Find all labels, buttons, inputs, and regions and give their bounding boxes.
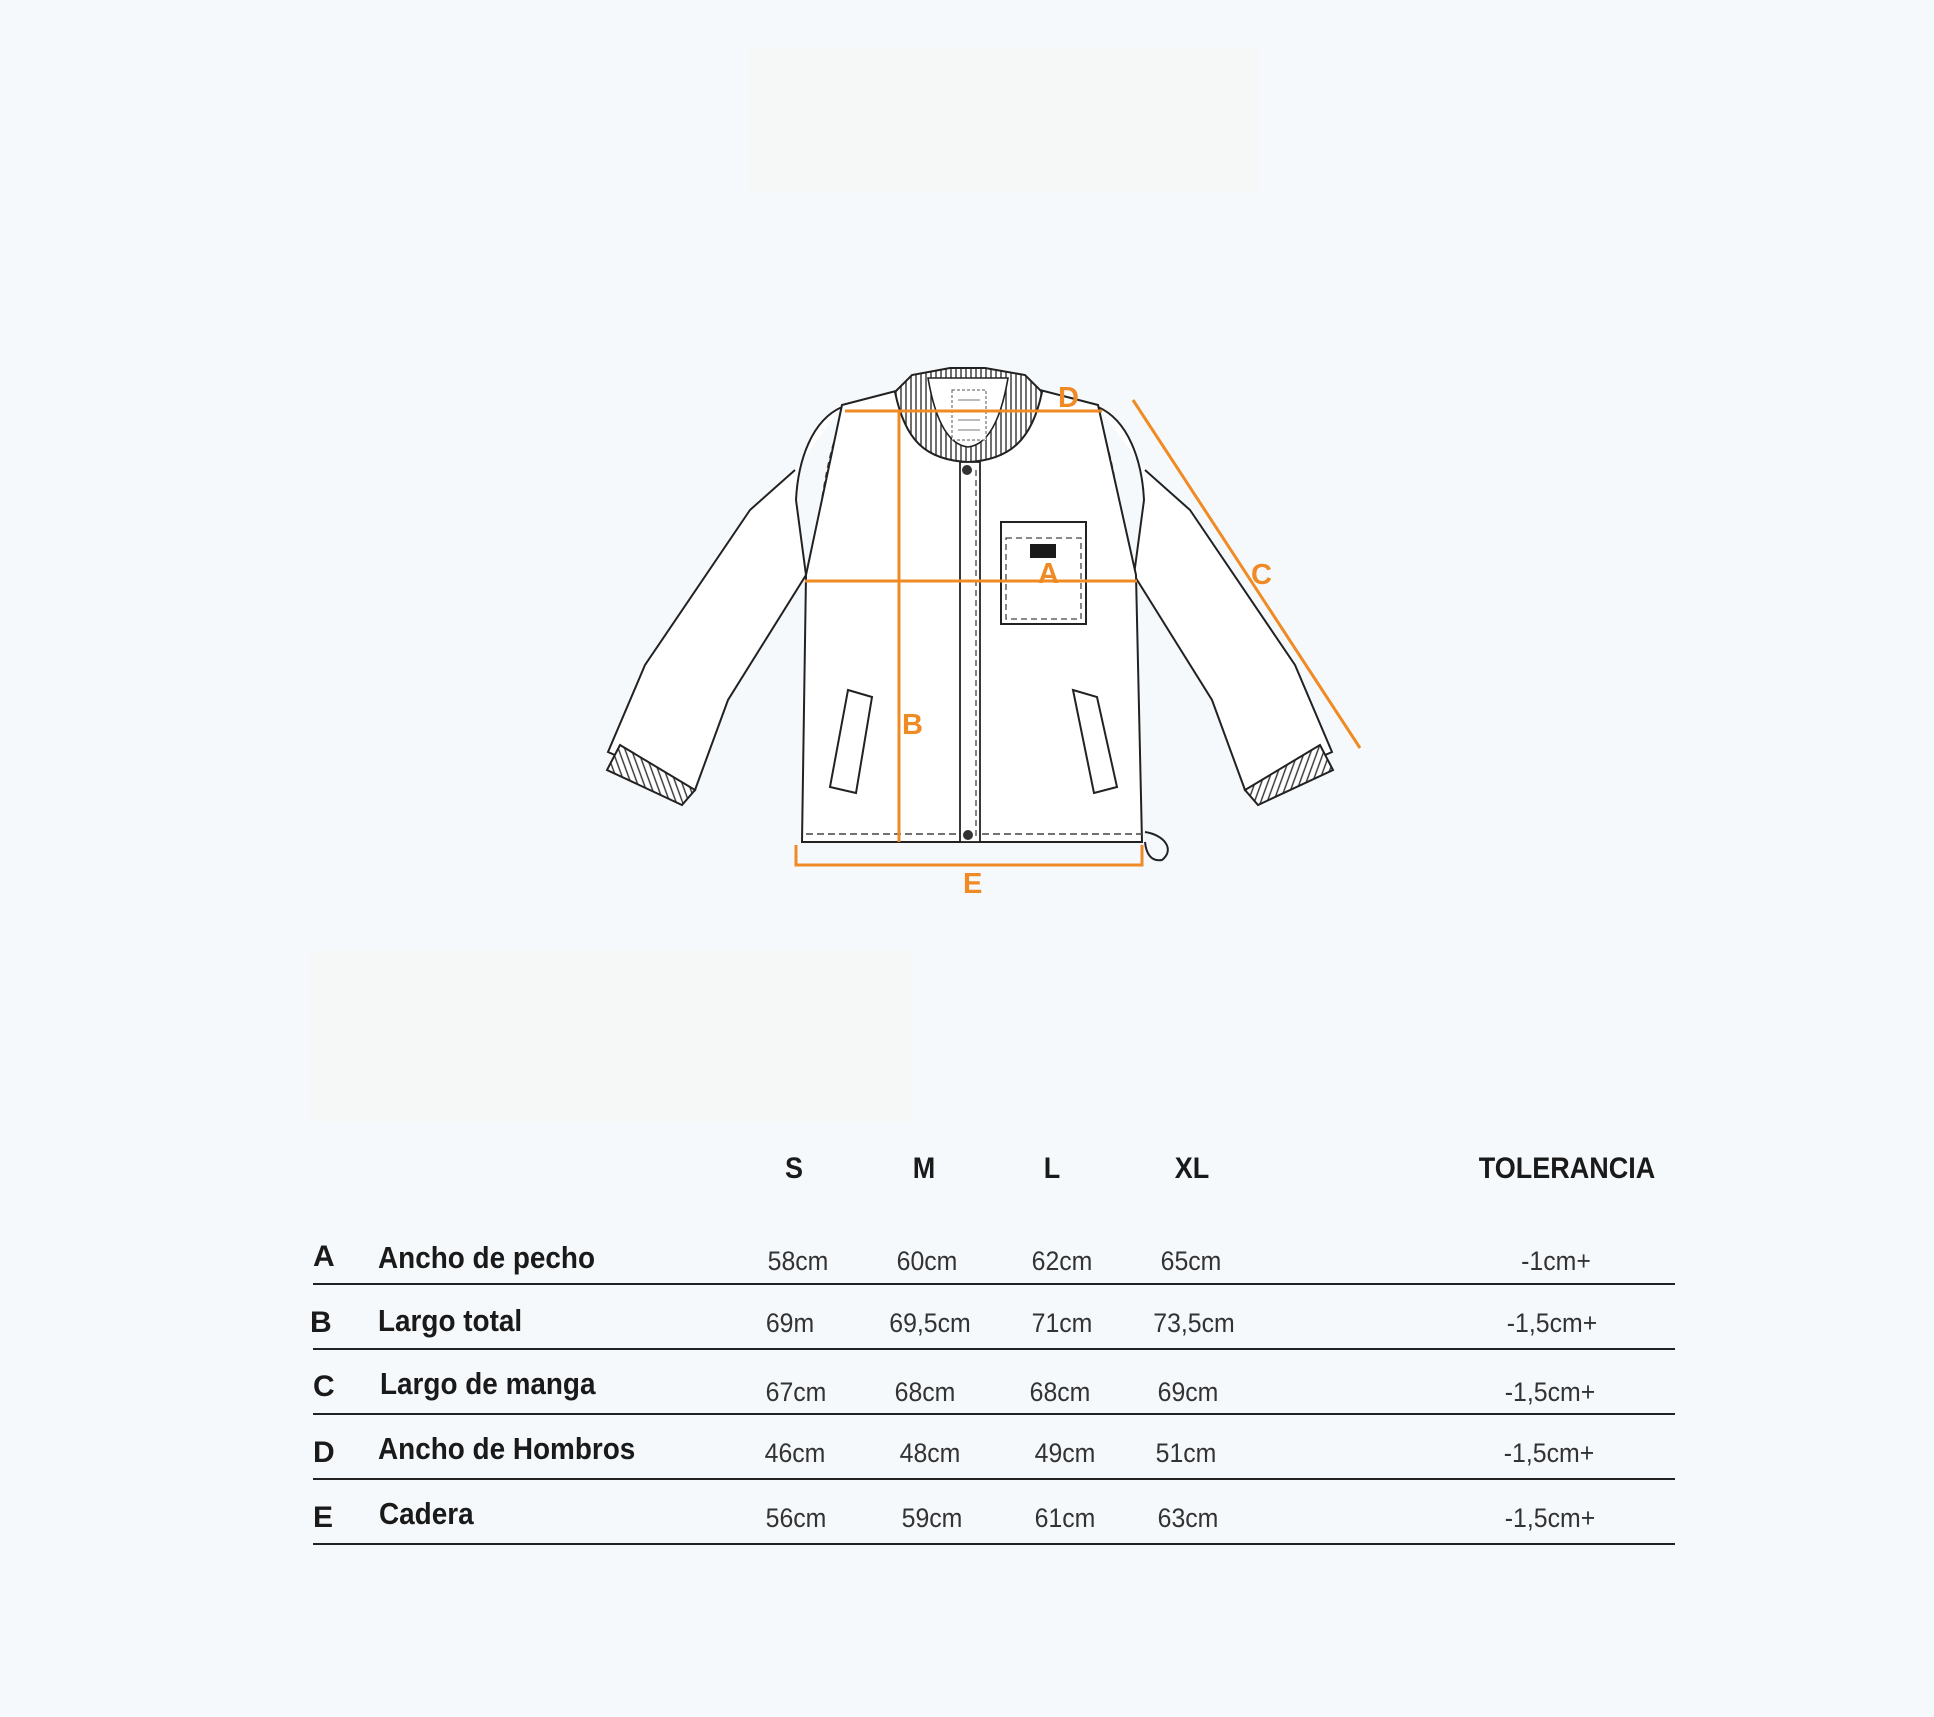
measure-label-a: A xyxy=(1038,558,1059,590)
cell-xl: 51cm xyxy=(1155,1438,1217,1468)
snap-button-bottom xyxy=(963,830,973,840)
row-letter: A xyxy=(313,1240,335,1273)
cell-xl: 63cm xyxy=(1157,1503,1219,1533)
header-size-s: S xyxy=(784,1152,803,1185)
cell-l: 62cm xyxy=(1031,1246,1093,1276)
header-tolerance: TOLERANCIA xyxy=(1478,1152,1656,1185)
row-label: Ancho de Hombros xyxy=(378,1431,636,1466)
header-size-xl: XL xyxy=(1174,1152,1210,1185)
cell-s: 69m xyxy=(765,1308,815,1338)
cell-l: 71cm xyxy=(1031,1308,1093,1338)
row-letter: D xyxy=(313,1436,335,1469)
cell-tolerance: -1,5cm+ xyxy=(1506,1308,1598,1338)
table-row xyxy=(313,1353,1675,1415)
table-row xyxy=(313,1418,1675,1480)
measure-label-b: B xyxy=(902,709,923,741)
front-placket xyxy=(960,462,980,842)
cell-l: 49cm xyxy=(1034,1438,1096,1468)
cell-tolerance: -1,5cm+ xyxy=(1503,1438,1595,1468)
row-label: Largo de manga xyxy=(380,1366,596,1401)
row-letter: B xyxy=(310,1306,332,1339)
snap-button-top xyxy=(962,465,972,475)
drawstring-loop xyxy=(1145,832,1168,860)
cell-tolerance: -1,5cm+ xyxy=(1504,1377,1596,1407)
table-row xyxy=(310,1288,1675,1350)
measure-label-c: C xyxy=(1251,559,1272,591)
image-placeholder-middle xyxy=(309,950,913,1122)
header-size-l: L xyxy=(1043,1152,1061,1185)
cell-xl: 65cm xyxy=(1160,1246,1222,1276)
row-label: Ancho de pecho xyxy=(378,1240,596,1275)
cell-xl: 73,5cm xyxy=(1153,1308,1235,1338)
measure-label-d: D xyxy=(1058,382,1079,414)
row-label: Cadera xyxy=(379,1496,474,1531)
neck-label xyxy=(952,390,986,440)
cell-s: 56cm xyxy=(765,1503,827,1533)
cell-m: 69,5cm xyxy=(889,1308,971,1338)
cell-s: 46cm xyxy=(764,1438,826,1468)
cell-tolerance: -1cm+ xyxy=(1521,1246,1591,1276)
measure-line-e xyxy=(796,845,1142,865)
cell-tolerance: -1,5cm+ xyxy=(1504,1503,1596,1533)
measure-label-e: E xyxy=(963,868,983,895)
pocket-tag xyxy=(1030,544,1056,558)
table-row xyxy=(313,1223,1675,1285)
cell-s: 67cm xyxy=(765,1377,827,1407)
jacket-measurement-diagram xyxy=(590,355,1370,895)
cell-l: 68cm xyxy=(1029,1377,1091,1407)
cell-m: 60cm xyxy=(896,1246,958,1276)
cell-m: 59cm xyxy=(901,1503,963,1533)
cell-m: 48cm xyxy=(899,1438,961,1468)
cell-l: 61cm xyxy=(1034,1503,1096,1533)
cell-s: 58cm xyxy=(767,1246,829,1276)
cell-m: 68cm xyxy=(894,1377,956,1407)
row-label: Largo total xyxy=(378,1303,523,1338)
cell-xl: 69cm xyxy=(1157,1377,1219,1407)
header-size-m: M xyxy=(912,1152,936,1185)
image-placeholder-top xyxy=(748,48,1260,192)
row-letter: C xyxy=(313,1370,335,1403)
table-row xyxy=(313,1483,1675,1545)
row-letter: E xyxy=(313,1501,334,1534)
